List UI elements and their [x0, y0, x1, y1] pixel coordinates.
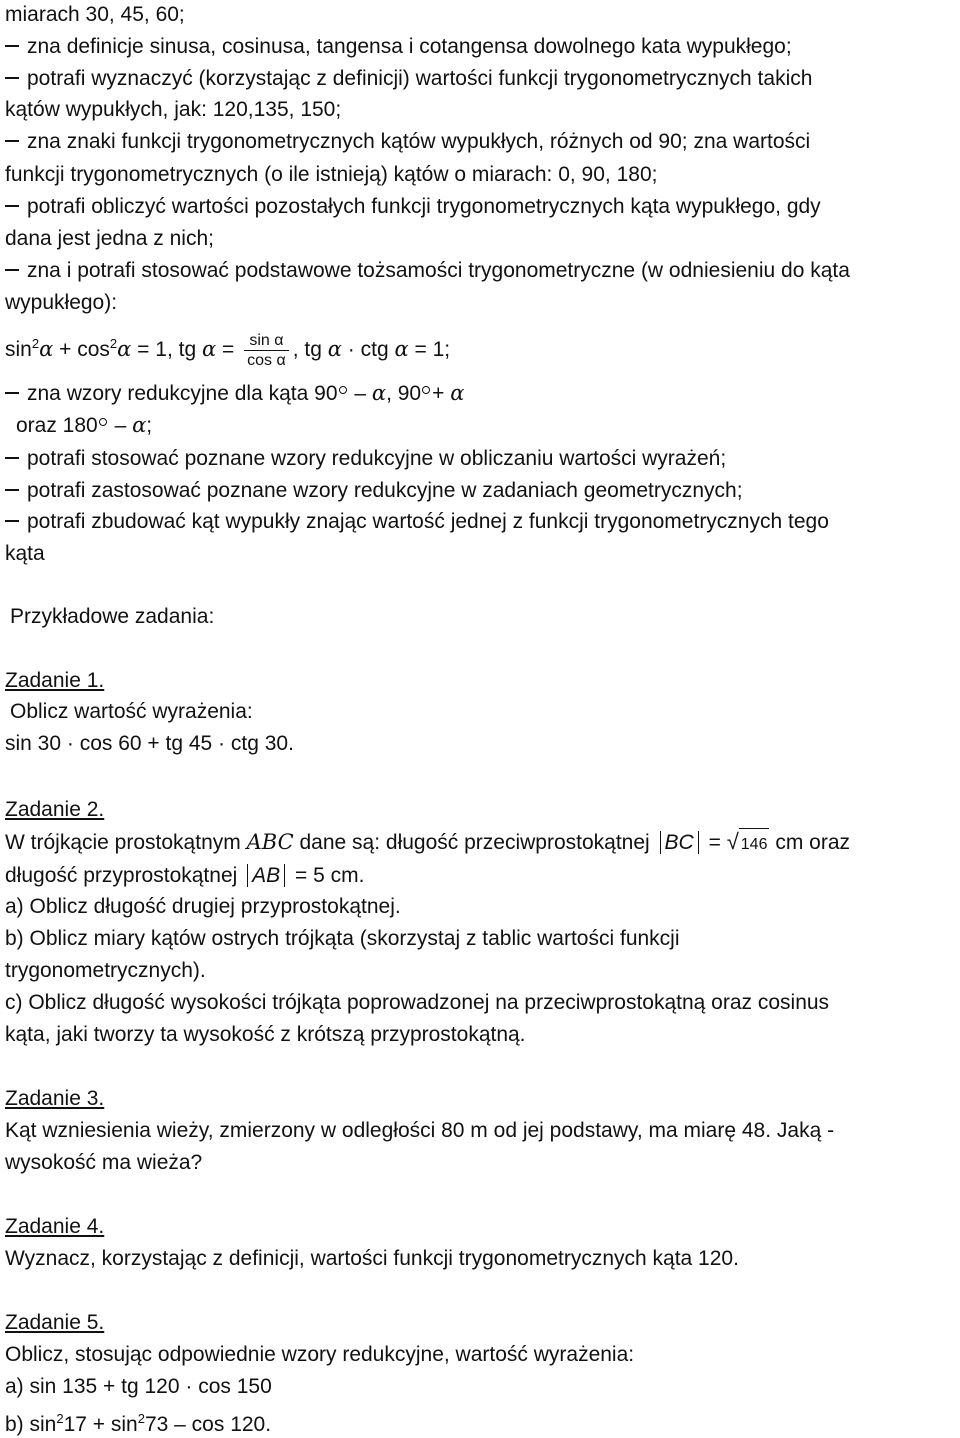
intro-text: zna i potrafi stosować podstawowe tożsamości trygonometryczne (w odniesieniu do kąta — [27, 259, 850, 282]
intro-text: zna znaki funkcji trygonometrycznych kątów wypukłych, różnych od 90; zna wartości — [27, 130, 811, 153]
alpha-symbol: α — [39, 337, 54, 361]
exponent: 2 — [31, 336, 40, 351]
task-2-part-c-2: kąta, jaki tworzy ta wysokość z krótszą przyprostokątną. — [5, 1023, 526, 1046]
intro-text: potrafi obliczyć wartości pozostałych funkcji trygonometrycznych kąta wypukłego, gdy — [27, 195, 821, 218]
alpha-symbol: α — [201, 337, 217, 361]
exponent: 2 — [137, 1411, 145, 1426]
alpha-symbol: α — [371, 381, 387, 405]
formula-text: = 1; — [414, 338, 451, 361]
intro-text: potrafi zbudować kąt wypukły znając wartość jednej z funkcji trygonometrycznych tego — [27, 510, 829, 533]
intro-line-6 — [5, 162, 657, 188]
dash-icon — [5, 269, 19, 271]
sqrt-icon: √ — [726, 829, 739, 854]
intro-line-12: zna wzory redukcyjne dla kąta 90 – α, 90 + α — [5, 380, 464, 407]
examples-heading — [10, 604, 214, 630]
task-1-text: Oblicz wartość wyrażenia: — [10, 700, 253, 723]
plus-sign: + — [432, 382, 445, 405]
formula-text: + cos — [59, 338, 110, 361]
task-text: dane są: długość przeciwprostokątnej — [299, 831, 650, 854]
task-3-title: Zadanie 3. — [5, 1087, 105, 1110]
fraction — [244, 331, 289, 370]
intro-line-8 — [5, 226, 214, 252]
alpha-symbol: α — [117, 337, 132, 361]
task-2-title: Zadanie 2. — [5, 798, 105, 821]
task-text: 17 + sin — [63, 1413, 138, 1436]
task-2-part-c-1: c) Oblicz długość wysokości trójkąta poprowadzonej na przeciwprostokątną oraz cosinus — [5, 991, 830, 1014]
task-2-part-b-1: b) Oblicz miary kątów ostrych trójkąta (skorzystaj z tablic wartości funkcji — [5, 927, 680, 950]
intro-text: 90 — [397, 382, 422, 405]
minus-sign: – — [354, 382, 367, 405]
task-5-part-a: a) sin 135 + tg 120 · cos 150 — [5, 1375, 272, 1398]
task-2-part-a: a) Oblicz długość drugiej przyprostokątnej. — [5, 895, 401, 918]
equals-sign: = — [708, 831, 721, 854]
dash-icon — [5, 520, 19, 522]
intro-line-3 — [5, 66, 812, 92]
exponent: 2 — [56, 1411, 64, 1426]
intro-text: miarach 30, 45, 60; — [5, 3, 185, 26]
intro-line-10 — [5, 290, 117, 316]
task-5-title: Zadanie 5. — [5, 1311, 105, 1334]
task-2-line-1 — [5, 826, 850, 861]
intro-line-13 — [16, 412, 152, 439]
task-2-part-b-2: trygonometrycznych). — [5, 959, 206, 982]
formula-text: , tg — [292, 338, 322, 361]
degree-icon — [99, 418, 107, 426]
task-text: = 5 cm. — [295, 864, 365, 887]
task-4-line-1: Wyznacz, korzystając z definicji, wartości funkcji trygonometrycznych kąta 120. — [5, 1247, 739, 1270]
intro-text: potrafi stosować poznane wzory redukcyjne w obliczaniu wartości wyrażeń; — [27, 447, 727, 470]
intro-line-7 — [5, 194, 821, 220]
exponent: 2 — [109, 336, 118, 351]
intro-line-2 — [5, 34, 792, 60]
task-3-line-2: wysokość ma wieża? — [5, 1151, 203, 1174]
intro-line-4 — [5, 97, 341, 123]
task-2-line-2 — [5, 863, 364, 889]
intro-text: potrafi zastosować poznane wzory redukcyjne w zadaniach geometrycznych; — [27, 479, 743, 502]
dash-icon — [5, 392, 19, 394]
dash-icon — [5, 140, 19, 142]
dash-icon — [5, 489, 19, 491]
intro-line-15 — [5, 478, 743, 504]
minus-sign: – — [114, 414, 127, 437]
formula-text: sin — [5, 338, 32, 361]
task-text: 73 – cos 120. — [144, 1413, 272, 1436]
segment-ab: AB — [247, 864, 285, 887]
intro-text: kąta — [5, 542, 45, 565]
intro-line-9 — [5, 258, 850, 284]
fraction-numerator: sin α — [244, 331, 289, 351]
task-5-line-1: Oblicz, stosując odpowiednie wzory redukcyjne, wartość wyrażenia: — [5, 1343, 635, 1366]
task-1-expression: sin 30 · cos 60 + tg 45 · ctg 30. — [5, 732, 294, 755]
alpha-symbol: α — [450, 381, 465, 405]
task-text: W trójkącie prostokątnym — [5, 831, 241, 854]
task-4-title: Zadanie 4. — [5, 1215, 105, 1238]
radicand: 146 — [739, 828, 770, 861]
degree-icon — [339, 386, 347, 394]
degree-icon — [422, 386, 430, 394]
task-text: b) sin — [5, 1413, 57, 1436]
task-text: długość przyprostokątnej — [5, 864, 238, 887]
dash-icon — [5, 457, 19, 459]
heading-text: Przykładowe zadania: — [10, 605, 215, 628]
identity-formula: $\sin^2\alpha + \cos^2\alpha = 1$, tg α = $\frac{\text{sin α}}{\text{cos α}}$ , tg α · ctg α = 1; — [5, 331, 451, 369]
intro-line-16 — [5, 509, 829, 535]
intro-text: oraz 180 — [16, 414, 98, 437]
task-3-line-1: Kąt wzniesienia wieży, zmierzony w odległości 80 m od jej podstawy, ma miarę 48. Jaką - — [5, 1119, 835, 1142]
intro-text: wypukłego): — [5, 291, 118, 314]
formula-text: ctg — [360, 338, 389, 361]
intro-text: zna definicje sinusa, cosinusa, tangensa i cotangensa dowolnego kata wypukłego; — [27, 35, 792, 58]
alpha-symbol: α — [132, 413, 147, 437]
intro-text: potrafi wyznaczyć (korzystając z definicji) wartości funkcji trygonometrycznych takich — [27, 67, 813, 90]
intro-line-5 — [5, 129, 810, 155]
task-text: cm oraz — [775, 831, 850, 854]
intro-line-1 — [5, 2, 185, 28]
intro-text: ; — [146, 414, 153, 437]
dash-icon — [5, 45, 19, 47]
intro-text: funkcji trygonometrycznych (o ile istnieją) kątów o miarach: 0, 90, 180; — [5, 163, 658, 186]
formula-text: = 1, tg — [137, 338, 197, 361]
intro-line-17 — [5, 541, 45, 567]
alpha-symbol: α — [327, 337, 342, 361]
task-5-part-b — [5, 1406, 271, 1438]
intro-text: zna wzory redukcyjne dla kąta 90 — [27, 382, 338, 405]
intro-text: dana jest jedna z nich; — [5, 227, 214, 250]
dash-icon — [5, 205, 19, 207]
intro-text: kątów wypukłych, jak: 120,135, 150; — [5, 98, 342, 121]
dash-icon — [5, 77, 19, 79]
intro-line-14 — [5, 446, 726, 472]
segment-bc: BC — [660, 831, 699, 854]
triangle-name: ABC — [246, 830, 294, 854]
formula-text: = — [222, 338, 235, 361]
task-1-title: Zadanie 1. — [5, 669, 105, 692]
fraction-denominator: cos α — [247, 351, 286, 369]
alpha-symbol: α — [394, 337, 409, 361]
